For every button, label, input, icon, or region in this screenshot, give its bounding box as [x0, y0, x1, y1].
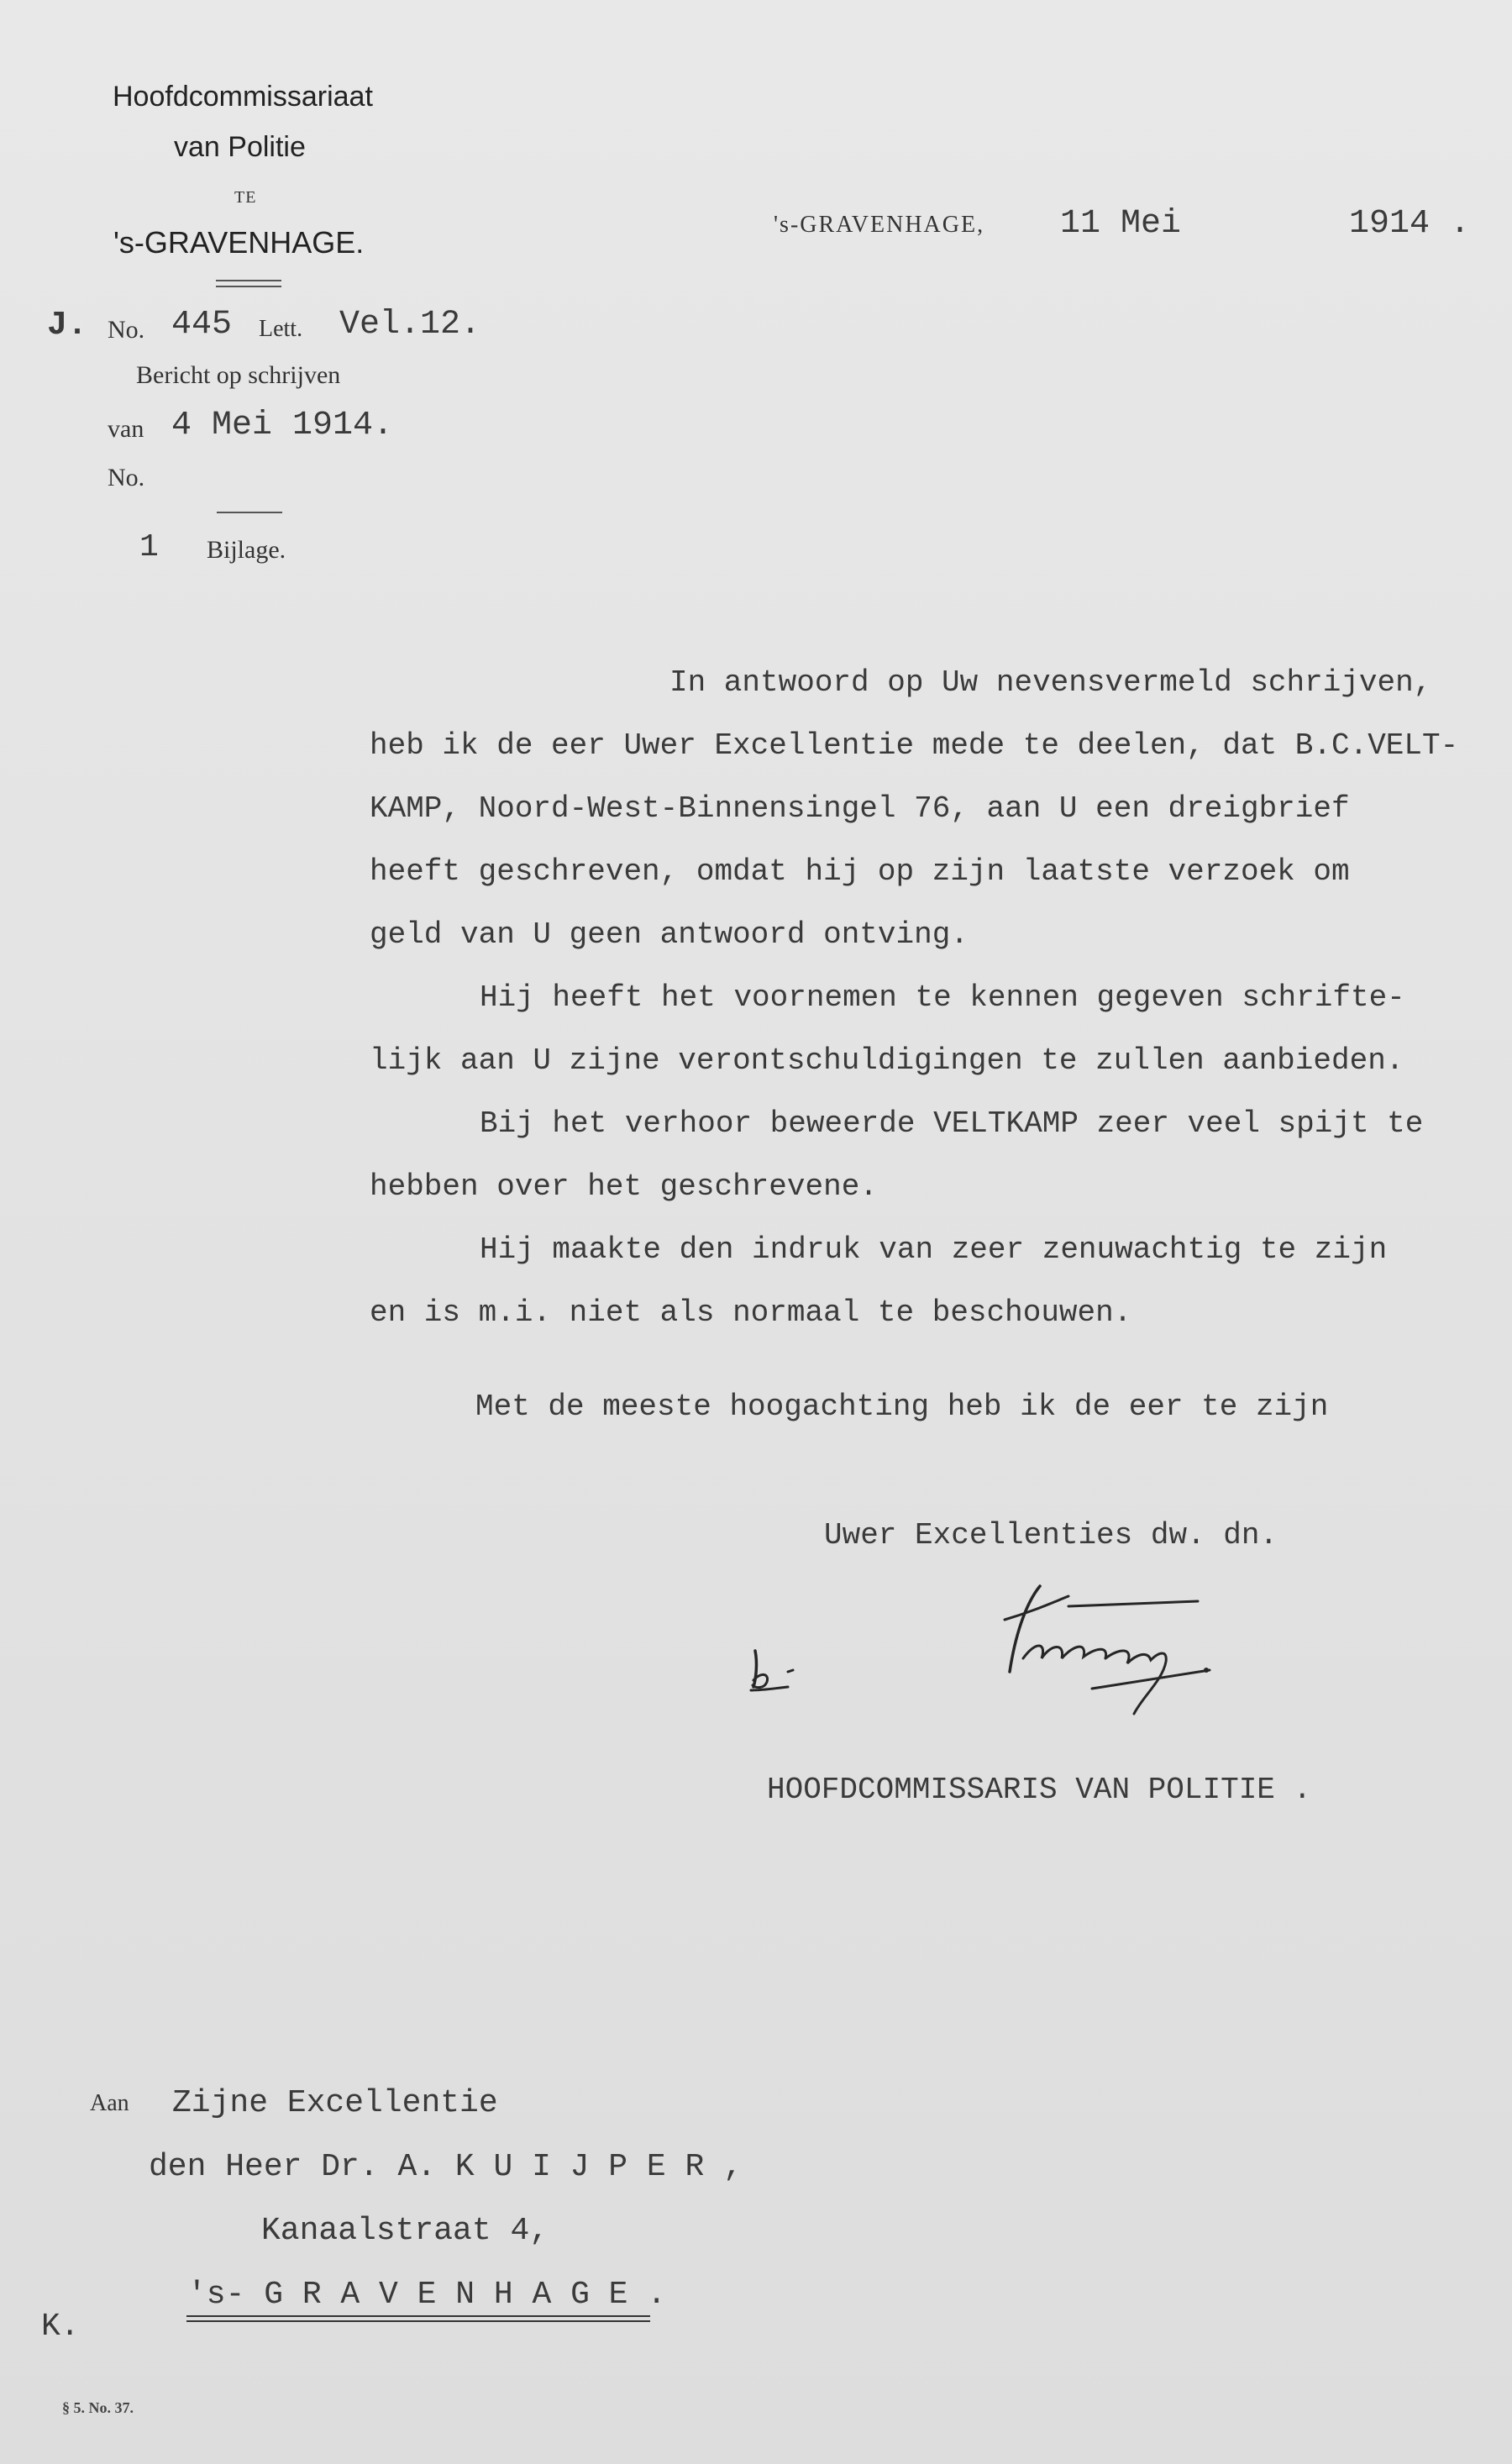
signatory-title: HOOFDCOMMISSARIS VAN POLITIE . — [767, 1773, 1312, 1807]
address-line-3: Kanaalstraat 4, — [261, 2213, 549, 2249]
reference-van-label: van — [108, 415, 144, 443]
letterhead-line-3: TE — [234, 188, 257, 207]
body-line: Hij maakte den indruk van zeer zenuwachtig te zijn — [480, 1232, 1388, 1267]
reference-van-value: 4 Mei 1914. — [171, 407, 394, 444]
reference-no-label: No. — [108, 316, 145, 344]
address-line-1: Zijne Excellentie — [172, 2085, 498, 2121]
reference-no-value: 445 — [171, 306, 233, 344]
body-line: Hij heeft het voornemen te kennen gegeven schrifte- — [480, 980, 1405, 1015]
body-line: Met de meeste hoogachting heb ik de eer te zijn — [475, 1390, 1329, 1424]
bijlage-count: 1 — [139, 529, 159, 565]
letterhead-line-1: Hoofdcommissariaat — [113, 81, 373, 113]
reference-no2-label: No. — [108, 464, 145, 491]
reference-bericht: Bericht op schrijven — [136, 361, 341, 389]
address-underline — [186, 2315, 650, 2317]
body-line: geld van U geen antwoord ontving. — [370, 917, 969, 952]
form-code: § 5. No. 37. — [62, 2399, 134, 2416]
body-line: heb ik de eer Uwer Excellentie mede te deelen, dat B.C.VELT- — [370, 728, 1459, 763]
letterhead-rule — [216, 280, 281, 281]
dateline-date: 11 Mei — [1060, 205, 1182, 243]
reference-rule — [217, 512, 282, 513]
body-line: lijk aan U zijne verontschuldigingen te zullen aanbieden. — [370, 1043, 1404, 1078]
handwritten-signature — [739, 1571, 1327, 1739]
closing-line: Uwer Excellenties dw. dn. — [824, 1518, 1278, 1552]
footer-initial: K. — [41, 2309, 80, 2345]
address-line-4: 's- G R A V E N H A G E . — [187, 2277, 667, 2313]
address-line-2: den Heer Dr. A. K U I J P E R , — [149, 2149, 743, 2185]
address-underline — [186, 2320, 650, 2322]
reference-j: J. — [47, 307, 88, 344]
letterhead-rule — [216, 286, 281, 287]
reference-lett-label: Lett. — [259, 316, 303, 342]
dateline-city: 's-GRAVENHAGE, — [774, 212, 985, 238]
dateline-year: 1914 . — [1349, 205, 1471, 243]
body-line: en is m.i. niet als normaal te beschouwen. — [370, 1295, 1132, 1330]
letterhead-line-4: 's-GRAVENHAGE. — [113, 225, 365, 260]
reference-lett-value: Vel.12. — [339, 306, 481, 344]
body-line: Bij het verhoor beweerde VELTKAMP zeer veel spijt te — [480, 1106, 1424, 1141]
body-line: KAMP, Noord-West-Binnensingel 76, aan U een dreigbrief — [370, 791, 1350, 826]
body-line: heeft geschreven, omdat hij op zijn laatste verzoek om — [370, 854, 1350, 889]
body-line: hebben over het geschrevene. — [370, 1169, 878, 1204]
letterhead-line-2: van Politie — [174, 131, 306, 163]
body-line: In antwoord op Uw nevensvermeld schrijven, — [669, 665, 1432, 700]
address-aan-label: Aan — [90, 2090, 129, 2116]
bijlage-label: Bijlage. — [207, 536, 286, 564]
